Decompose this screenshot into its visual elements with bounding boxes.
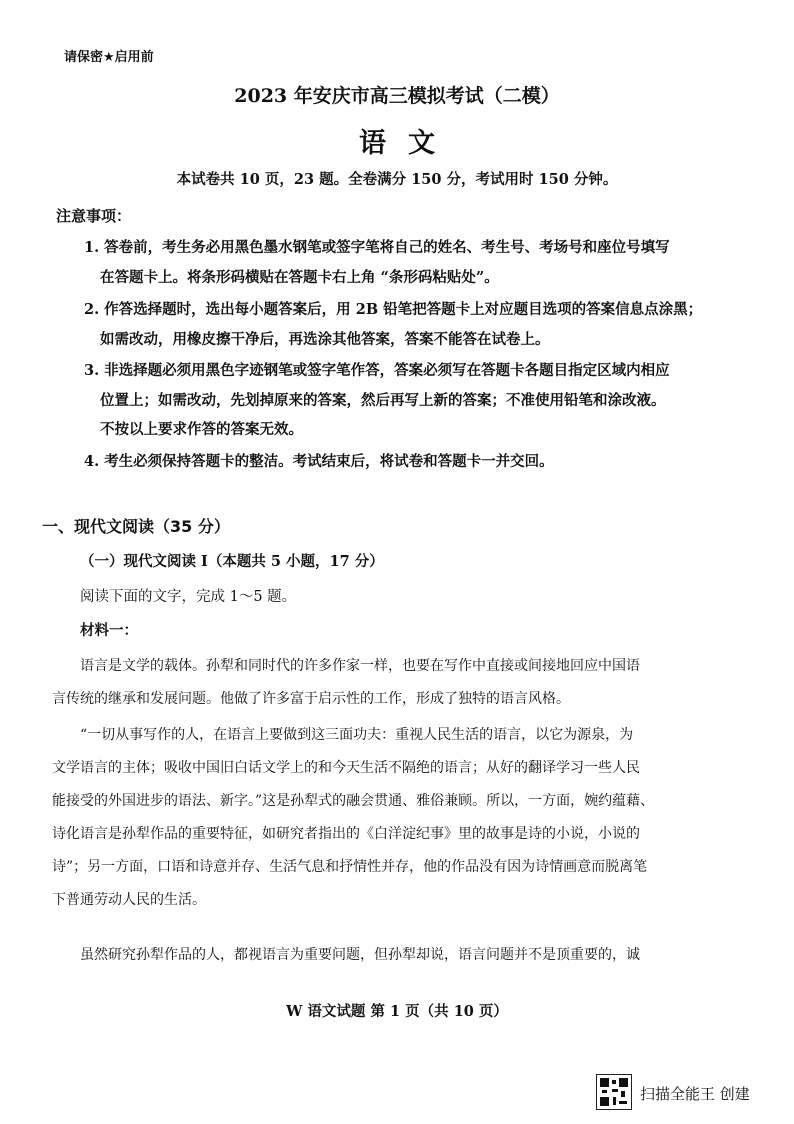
watermark-text: 扫描全能王 创建 bbox=[640, 1085, 750, 1103]
confidential-label: 请保密★启用前 bbox=[64, 50, 154, 65]
page-footer: W 语文试题 第 1 页（共 10 页） bbox=[286, 1003, 508, 1020]
passage-line: 诗化语言是孙犁作品的重要特征，如研究者指出的《白洋淀纪事》里的故事是诗的小说，小说的 bbox=[52, 826, 640, 842]
notice-line: 1. 答卷前，考生务必用黑色墨水钢笔或签字笔将自己的姓名、考生号、考场号和座位号填写 bbox=[84, 239, 670, 256]
section-title: 一、现代文阅读（35 分） bbox=[42, 517, 230, 536]
passage-line: “一切从事写作的人，在语言上要做到这三面功夫：重视人民生活的语言，以它为源泉，为 bbox=[80, 727, 634, 743]
passage-line: 诗”；另一方面，口语和诗意并存、生活气息和抒情性并存，他的作品没有因为诗情画意而脱离笔 bbox=[52, 859, 648, 875]
section-subtitle: （一）现代文阅读 Ⅰ（本题共 5 小题，17 分） bbox=[80, 553, 384, 570]
notice-line: 不按以上要求作答的答案无效。 bbox=[100, 421, 303, 438]
exam-info: 本试卷共 10 页，23 题。全卷满分 150 分，考试用时 150 分钟。 bbox=[176, 171, 618, 188]
passage-line: 言传统的继承和发展问题。他做了许多富于启示性的工作，形成了独特的语言风格。 bbox=[52, 691, 570, 707]
notice-line: 在答题卡上。将条形码横贴在答题卡右上角 “条形码粘贴处”。 bbox=[100, 269, 499, 286]
reading-instruction: 阅读下面的文字，完成 1～5 题。 bbox=[80, 589, 297, 605]
material-label: 材料一： bbox=[80, 623, 138, 639]
passage-line: 虽然研究孙犁作品的人，都视语言为重要问题，但孙犁却说，语言问题并不是顶重要的，诚 bbox=[80, 947, 640, 963]
passage-line: 文学语言的主体；吸收中国旧白话文学上的和今天生活不隔绝的语言；从好的翻译学习一些人民 bbox=[52, 760, 640, 776]
passage-line: 语言是文学的载体。孙犁和同时代的许多作家一样，也要在写作中直接或间接地回应中国语 bbox=[80, 658, 640, 674]
qr-code-icon bbox=[596, 1074, 632, 1110]
passage-line: 下普通劳动人民的生活。 bbox=[52, 892, 206, 908]
notice-line: 位置上；如需改动，先划掉原来的答案，然后再写上新的答案；不准使用铅笔和涂改液。 bbox=[100, 392, 666, 409]
notice-line: 如需改动，用橡皮擦干净后，再选涂其他答案，答案不能答在试卷上。 bbox=[100, 331, 550, 348]
notice-line: 2. 作答选择题时，选出每小题答案后，用 2B 铅笔把答题卡上对应题目选项的答案信息点涂黑； bbox=[84, 301, 703, 318]
notice-title: 注意事项： bbox=[56, 207, 132, 225]
passage-line: 能接受的外国进步的语法、新字。”这是孙犁式的融会贯通、雅俗兼顾。所以，一方面，婉约蕴藉、 bbox=[52, 793, 655, 809]
notice-line: 4. 考生必须保持答题卡的整洁。考试结束后，将试卷和答题卡一并交回。 bbox=[84, 453, 554, 470]
subject-title: 语文 bbox=[359, 128, 457, 159]
exam-title: 2023 年安庆市高三模拟考试（二模） bbox=[234, 85, 560, 107]
notice-line: 3. 非选择题必须用黑色字迹钢笔或签字笔作答，答案必须写在答题卡各题目指定区域内相应 bbox=[84, 362, 670, 379]
